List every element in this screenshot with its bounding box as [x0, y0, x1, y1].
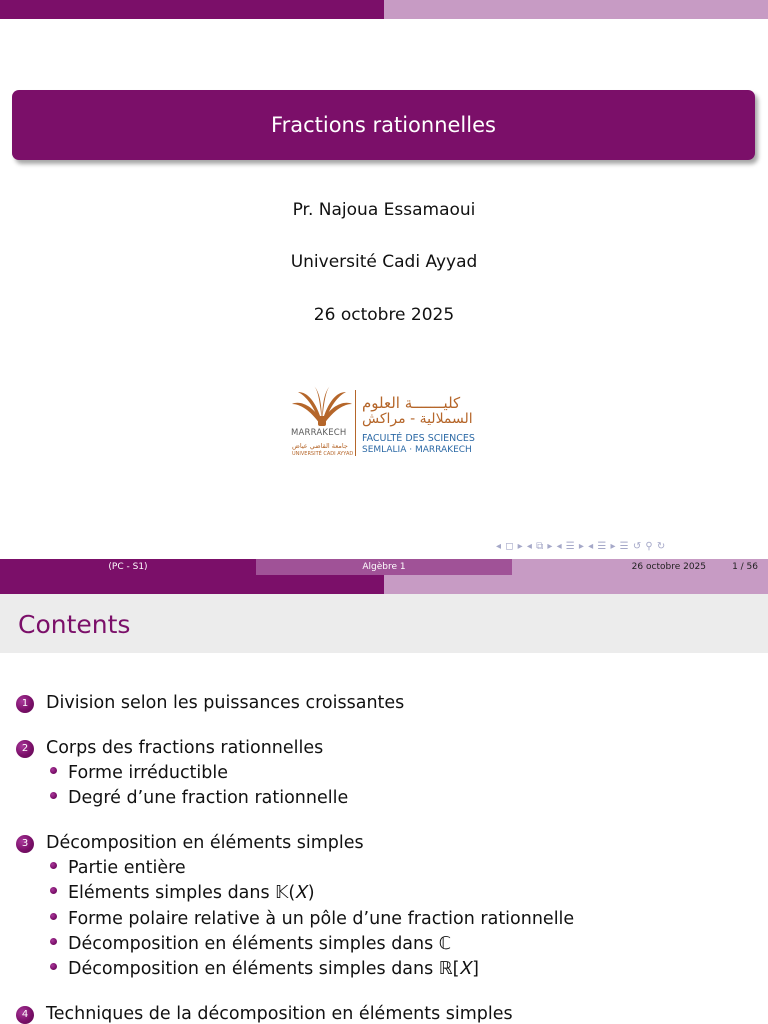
toc-subsection[interactable] [50, 934, 451, 954]
header-strip-light [384, 0, 768, 19]
footer-page-number: 1 / 56 [732, 562, 758, 572]
subsection-title: Décomposition en éléments simples dans ℝ[𝑋] [68, 959, 479, 979]
presentation-title: Fractions rationnelles [271, 113, 496, 137]
subsection-title: Décomposition en éléments simples dans ℂ [68, 934, 452, 954]
subsection-title: Forme irréductible [68, 763, 229, 783]
logo-arabic-line1: كليـــــــة العلوم [362, 394, 461, 412]
bullet-icon [50, 963, 57, 970]
logo-divider [355, 390, 356, 456]
footer-left: (PC - S1) [0, 559, 256, 575]
frame-title: Contents [18, 610, 131, 639]
logo-univ-arabic: جامعة القاضي عياض [292, 442, 348, 450]
bullet-icon [50, 767, 57, 774]
subsection-title: Partie entière [68, 858, 186, 878]
contents-slide [0, 594, 768, 1024]
toc-subsection[interactable] [50, 858, 186, 878]
logo-french-line1: FACULTÉ DES SCIENCES [362, 433, 475, 444]
strip-dark [0, 575, 384, 594]
bullet-icon [50, 913, 57, 920]
footer-date: 26 octobre 2025 [631, 562, 706, 572]
toc-section[interactable] [16, 738, 323, 758]
presentation-date: 26 octobre 2025 [313, 305, 455, 325]
section-number-badge: 4 [16, 1006, 34, 1024]
next-slide-header-strip [0, 575, 768, 594]
footer-right [512, 559, 768, 575]
section-title: Techniques de la décomposition en éléments simples [46, 1004, 513, 1024]
section-number-badge: 3 [16, 835, 34, 853]
toc-section[interactable] [16, 1004, 513, 1024]
logo-arabic-line2: السملالية - مراكش [362, 411, 473, 427]
bullet-icon [50, 887, 57, 894]
footer-center: Algèbre 1 [256, 559, 512, 575]
section-title: Division selon les puissances croissantes [46, 693, 405, 713]
presentation-title-box [12, 90, 755, 160]
section-number-badge: 2 [16, 740, 34, 758]
slide-footer [0, 559, 768, 575]
section-title: Décomposition en éléments simples [46, 833, 364, 853]
faculty-logo [290, 386, 490, 462]
toc-subsection[interactable] [50, 959, 479, 979]
author: Pr. Najoua Essamaoui [292, 200, 476, 220]
header-strip-dark [0, 0, 384, 19]
logo-univ-latin: UNIVERSITÉ CADI AYYAD [292, 451, 354, 457]
subsection-title: Forme polaire relative à un pôle d’une fraction rationnelle [68, 909, 575, 929]
toc-section[interactable] [16, 693, 404, 713]
section-number-badge: 1 [16, 695, 34, 713]
frame-title-bar [0, 594, 768, 653]
bullet-icon [50, 938, 57, 945]
beamer-navigation-icons[interactable]: ◂ ◻ ▸ ◂ ⧉ ▸ ◂ ☰ ▸ ◂ ☰ ▸ ☰ ↺ ⚲ ↻ [496, 541, 666, 552]
subsection-title: Eléments simples dans 𝕂(𝑋) [68, 883, 315, 903]
logo-french-line2: SEMLALIA · MARRAKECH [362, 445, 472, 455]
toc-subsection[interactable] [50, 788, 348, 808]
toc-subsection[interactable] [50, 909, 574, 929]
subsection-title: Degré d’une fraction rationnelle [68, 788, 349, 808]
toc-section[interactable] [16, 833, 364, 853]
section-title: Corps des fractions rationnelles [46, 738, 324, 758]
logo-city: MARRAKECH [291, 428, 347, 438]
toc-subsection[interactable] [50, 883, 315, 903]
header-strip [0, 0, 768, 19]
strip-light [384, 575, 768, 594]
toc-subsection[interactable] [50, 763, 228, 783]
bullet-icon [50, 792, 57, 799]
bullet-icon [50, 862, 57, 869]
institute: Université Cadi Ayyad [290, 252, 478, 272]
